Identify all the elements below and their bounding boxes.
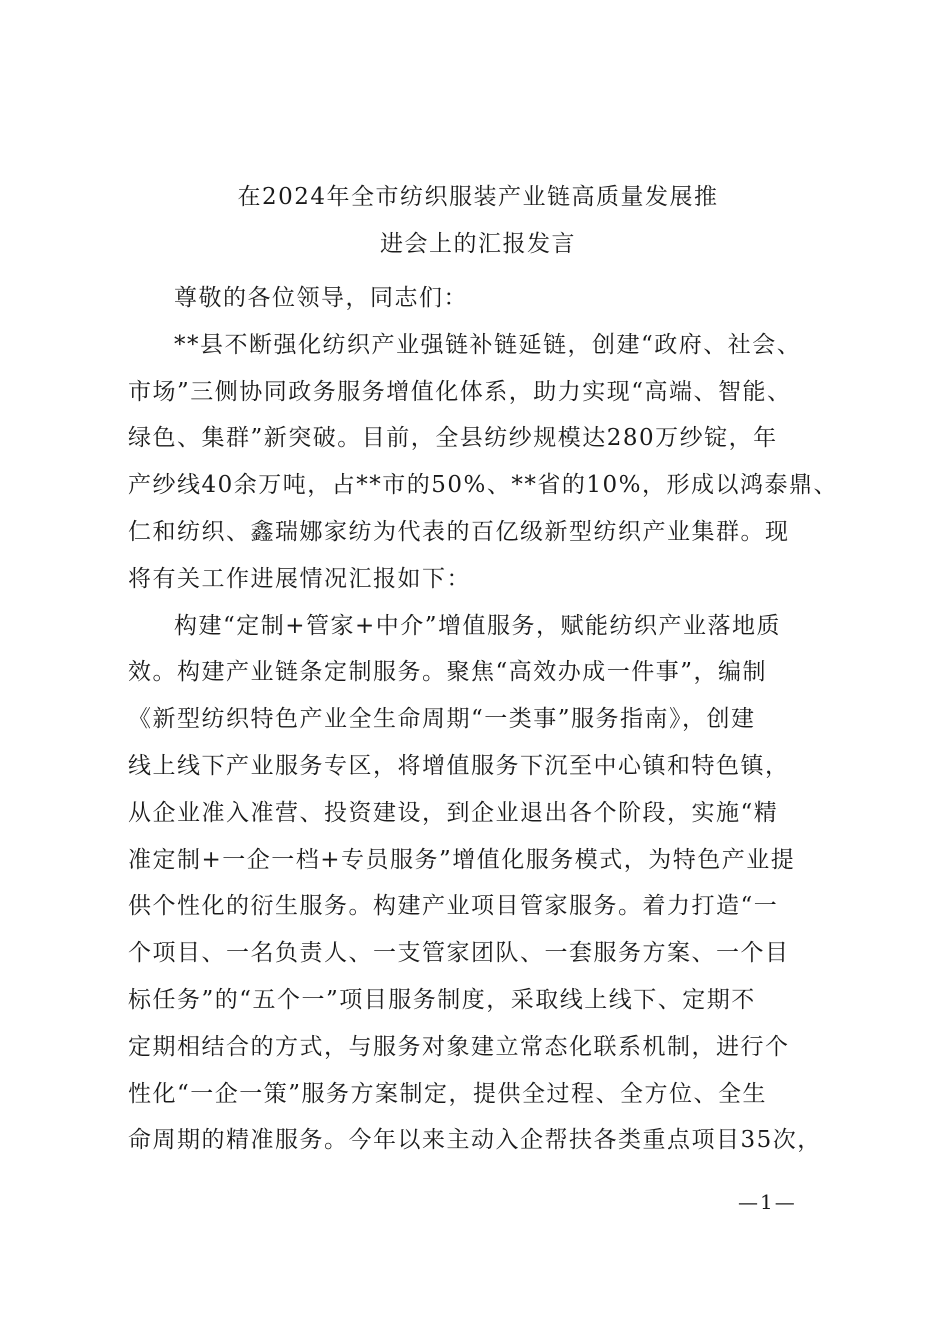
title-line-1: 在2024年全市纺织服装产业链高质量发展推 xyxy=(237,184,719,210)
paragraph-1-line: 绿色、集群”新突破。目前，全县纺纱规模达280万纱锭，年 xyxy=(128,425,778,452)
paragraph-2-line: 效。构建产业链条定制服务。聚焦“高效办成一件事”，编制 xyxy=(128,659,768,686)
paragraph-2-line: 准定制+一企一档+专员服务”增值化服务模式，为特色产业提 xyxy=(128,846,796,873)
paragraph-1-line: 将有关工作进展情况汇报如下： xyxy=(128,565,471,592)
paragraph-2-line: 性化“一企一策”服务方案制定，提供全过程、全方位、全生 xyxy=(128,1080,768,1107)
page-number: —1— xyxy=(738,1190,797,1214)
salutation: 尊敬的各位领导，同志们： xyxy=(174,285,468,311)
paragraph-1-line: 市场”三侧协同政务服务增值化体系，助力实现“高端、智能、 xyxy=(128,378,792,405)
paragraph-1 xyxy=(128,322,848,603)
paragraph-2-line: 供个性化的衍生服务。构建产业项目管家服务。着力打造“一 xyxy=(128,893,779,920)
paragraph-2-line: 个项目、一名负责人、一支管家团队、一套服务方案、一个目 xyxy=(128,940,790,967)
title-line-2: 进会上的汇报发言 xyxy=(380,230,576,257)
paragraph-1-line: 产纱线40余万吨，占**市的50%、**省的10%，形成以鸿泰鼎、 xyxy=(128,472,839,499)
document-title xyxy=(128,174,828,268)
document-body xyxy=(128,275,848,1164)
paragraph-1-line: **县不断强化纺织产业强链补链延链，创建“政府、社会、 xyxy=(174,331,802,358)
paragraph-1-line: 仁和纺织、鑫瑞娜家纺为代表的百亿级新型纺织产业集群。现 xyxy=(128,518,790,545)
paragraph-2-line: 《新型纺织特色产业全生命周期“一类事”服务指南》，创建 xyxy=(128,706,756,733)
paragraph-2-line: 标任务”的“五个一”项目服务制度，采取线上线下、定期不 xyxy=(128,986,756,1013)
paragraph-2-line: 定期相结合的方式，与服务对象建立常态化联系机制，进行个 xyxy=(128,1033,790,1060)
paragraph-2-line: 线上线下产业服务专区，将增值服务下沉至中心镇和特色镇， xyxy=(128,752,790,779)
paragraph-2 xyxy=(128,603,848,1165)
paragraph-2-line: 命周期的精准服务。今年以来主动入企帮扶各类重点项目35次， xyxy=(128,1127,822,1154)
paragraph-2-line: 从企业准入准营、投资建设，到企业退出各个阶段，实施“精 xyxy=(128,799,779,826)
paragraph-2-line: 构建“定制+管家+中介”增值服务，赋能纺织产业落地质 xyxy=(174,612,782,639)
